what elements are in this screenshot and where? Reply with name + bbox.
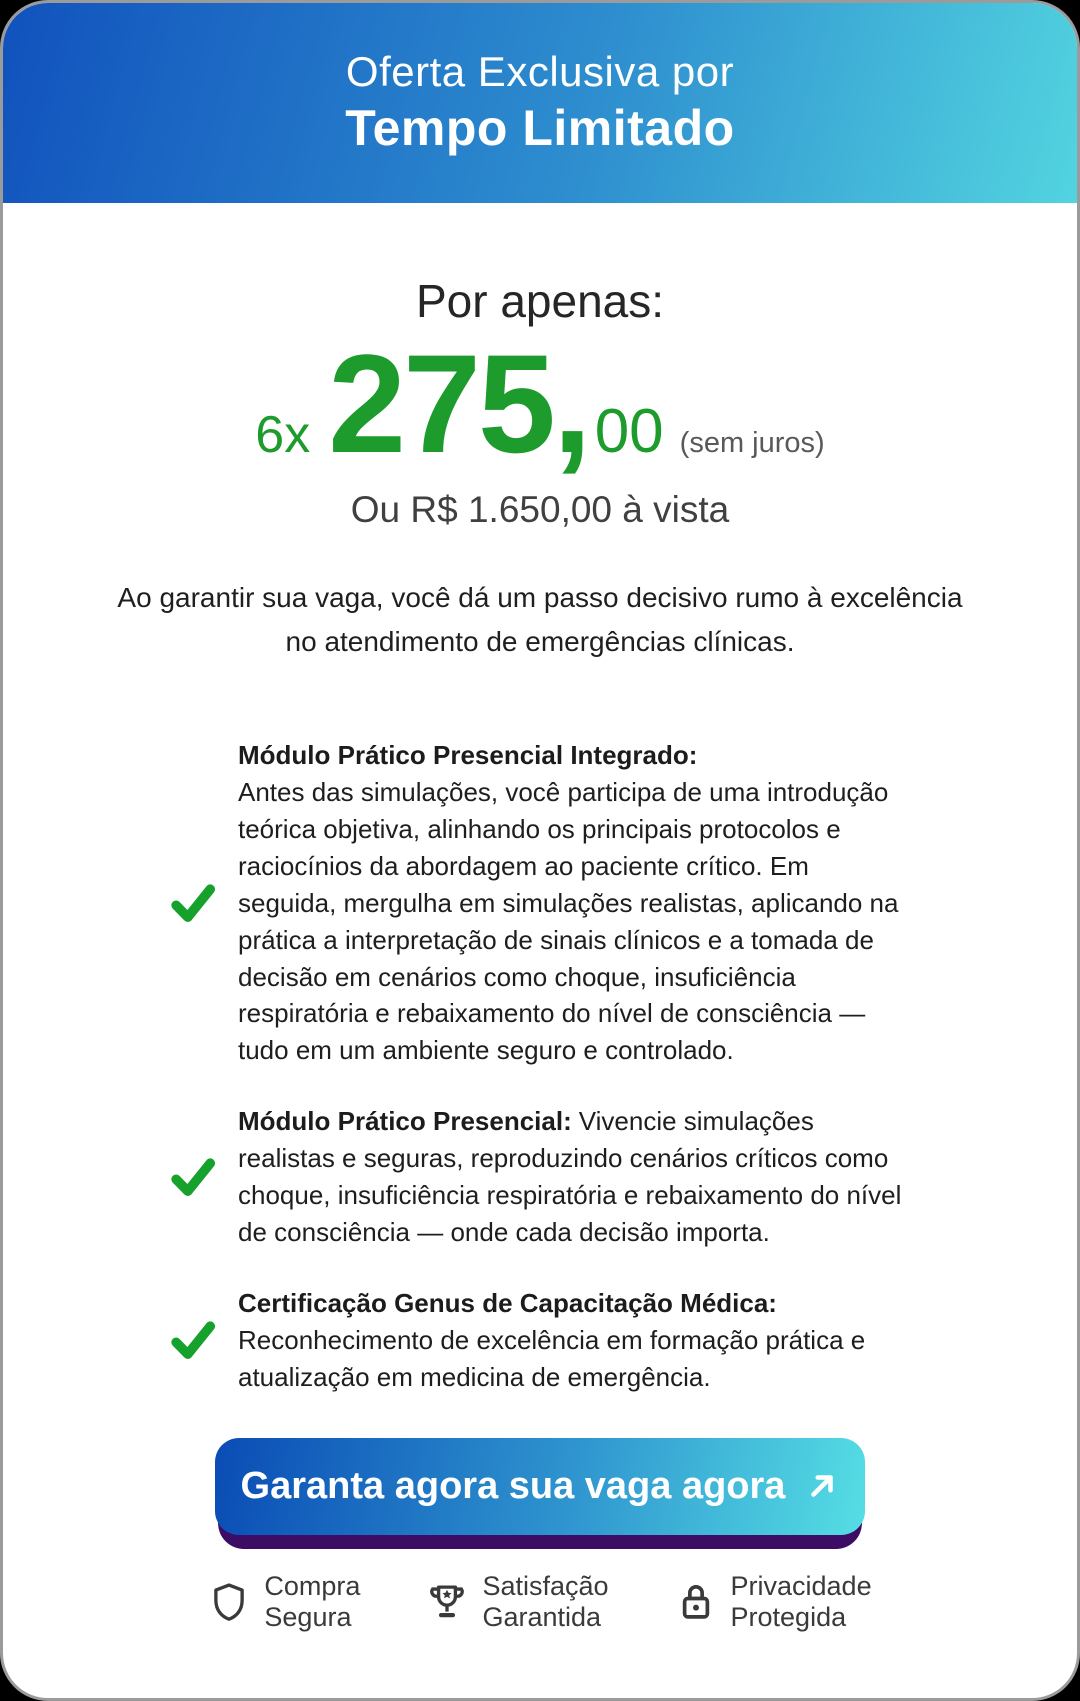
benefit-text (238, 737, 910, 1069)
check-icon (170, 1154, 216, 1200)
badge-line2: Protegida (730, 1602, 847, 1633)
benefit-item-modulo-integrado (170, 737, 910, 1069)
badge-line1: Privacidade (730, 1570, 872, 1601)
price-label: Por apenas: (415, 275, 665, 327)
badge-privacidade-protegida (675, 1571, 872, 1635)
price-note: (sem juros) (679, 426, 825, 459)
benefit-title: Módulo Prático Presencial Integrado: (238, 740, 698, 771)
benefit-body: Vivencie simulações realistas e seguras, reproduzindo cenários críticos como choque, insuficiência respiratória e rebaixamento do nível de consciência — onde cada decisão importa. (238, 1106, 902, 1247)
benefit-item-modulo-presencial (170, 1103, 910, 1251)
offer-header-line2: Tempo Limitado (345, 99, 735, 156)
badge-label (264, 1571, 360, 1635)
benefit-title: Certificação Genus de Capacitação Médica: (238, 1287, 777, 1318)
trust-badges-row (208, 1571, 871, 1635)
price-amount: 275, (328, 324, 589, 482)
shield-icon (208, 1581, 250, 1623)
badge-label (731, 1571, 872, 1635)
badge-satisfacao-garantida (426, 1571, 608, 1635)
benefit-text (238, 1285, 910, 1396)
cta-label: Garanta agora sua vaga agora (240, 1464, 786, 1507)
badge-label (482, 1571, 608, 1635)
intro-paragraph: Ao garantir sua vaga, você dá um passo decisivo rumo à excelência no atendimento de emergências clínicas. (117, 582, 963, 657)
benefits-list (170, 737, 910, 1396)
price-row (255, 324, 825, 482)
trophy-icon (426, 1581, 468, 1623)
badge-line2: Segura (264, 1602, 352, 1633)
lock-icon (675, 1581, 717, 1623)
check-icon (170, 880, 216, 926)
check-icon (170, 1317, 216, 1363)
benefit-text (238, 1103, 910, 1251)
benefit-body: Antes das simulações, você participa de uma introdução teórica objetiva, alinhando os principais protocolos e raciocínios da abordagem ao paciente crítico. Em seguida, mergulha em simulações realistas, aplicando na prática a interpretação de sinais clínicos e a tomada de decisão em cenários como choque, insuficiência respiratória e rebaixamento do nível de consciência — tudo em um ambiente seguro e controlado. (238, 776, 899, 1066)
badge-line2: Garantida (482, 1602, 602, 1633)
badge-line1: Compra (264, 1570, 361, 1601)
price-installments: 6x (255, 405, 311, 464)
price-cash-option: Ou R$ 1.650,00 à vista (350, 488, 730, 530)
badge-compra-segura (208, 1571, 360, 1635)
benefit-body: Reconhecimento de excelência em formação prática e atualização em medicina de emergência. (238, 1324, 866, 1392)
offer-header-banner (3, 3, 1077, 203)
benefit-title: Módulo Prático Presencial: (238, 1106, 572, 1137)
cta-button[interactable] (215, 1438, 865, 1535)
arrow-up-right-icon (805, 1469, 839, 1503)
badge-line1: Satisfação (482, 1570, 609, 1601)
cta-container (215, 1438, 865, 1535)
price-cents: 00 (594, 396, 664, 466)
benefit-item-certificacao (170, 1285, 910, 1396)
offer-header-line1: Oferta Exclusiva por (345, 47, 735, 95)
